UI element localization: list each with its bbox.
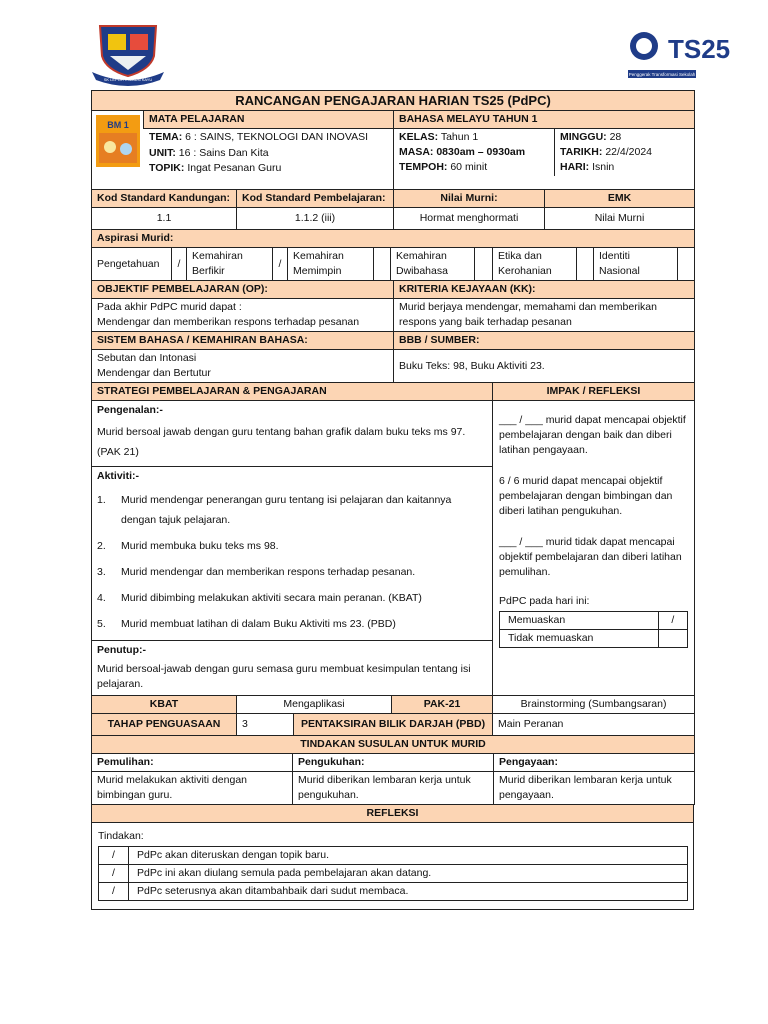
kbat-value: Mengaplikasi bbox=[237, 696, 392, 714]
sistem-line1: Sebutan dan Intonasi bbox=[97, 352, 197, 364]
objektif-table bbox=[91, 280, 695, 383]
pengukuhan-text: Murid diberikan lembaran kerja untuk pengukuhan. bbox=[293, 772, 494, 805]
strategi-title: STRATEGI PEMBELAJARAN & PENGAJARAN bbox=[92, 383, 493, 401]
aktiviti-item: 1. Murid mendengar penerangan guru tentang isi pelajaran dan kaitannya dengan tajuk pelajaran. bbox=[97, 494, 452, 526]
aktiviti-item: 2. Murid membuka buku teks ms 98. bbox=[97, 540, 279, 552]
kelas-label: KELAS: bbox=[399, 131, 439, 143]
lesson-plan-body bbox=[91, 90, 694, 910]
bbb-text: Buku Teks: 98, Buku Aktiviti 23. bbox=[394, 350, 695, 383]
aktiviti-item: 4. Murid dibimbing melakukan aktiviti secara main peranan. (KBAT) bbox=[97, 592, 422, 604]
aspirasi-etika: Etika dan Kerohanian bbox=[493, 248, 577, 281]
pak-value: Brainstorming (Sumbangsaran) bbox=[493, 696, 695, 714]
hari-label: HARI: bbox=[560, 161, 590, 173]
penutup-text: Murid bersoal-jawab dengan guru semasa guru membuat kesimpulan tentang isi pelajaran. bbox=[97, 663, 471, 690]
mata-pelajaran-header: MATA PELAJARAN bbox=[143, 111, 393, 129]
tahap-value: 3 bbox=[237, 714, 294, 736]
penutup-label: Penutup:- bbox=[97, 644, 146, 656]
refleksi-checklist bbox=[98, 846, 688, 901]
tindakan-title: TINDAKAN SUSULAN UNTUK MURID bbox=[92, 736, 695, 754]
hari-value: Isnin bbox=[592, 161, 615, 173]
topik-label-2: TOPIK: bbox=[149, 162, 185, 174]
nilai-murni-value: Hormat menghormati bbox=[394, 208, 545, 230]
pengayaan-label: Pengayaan: bbox=[494, 754, 695, 772]
memuaskan-label: Memuaskan bbox=[500, 612, 659, 630]
refleksi-mark: / bbox=[99, 883, 129, 901]
ksk-header: Kod Standard Kandungan: bbox=[92, 190, 237, 208]
subject-left-block bbox=[92, 111, 394, 190]
refleksi-item: PdPc ini akan diulang semula pada pembelajaran akan datang. bbox=[129, 865, 688, 883]
pengenalan-label: Pengenalan:- bbox=[97, 404, 163, 416]
ts25-logo bbox=[624, 22, 731, 86]
pengenalan-text: Murid bersoal jawab dengan guru tentang bahan grafik dalam buku teks ms 97. bbox=[97, 426, 466, 438]
pbd-label: PENTAKSIRAN BILIK DARJAH (PBD) bbox=[294, 714, 493, 736]
tempoh-value: 60 minit bbox=[450, 161, 488, 173]
tempoh-label: TEMPOH: bbox=[399, 161, 448, 173]
kelas-value: Tahun 1 bbox=[440, 131, 479, 143]
bbb-title: BBB / SUMBER: bbox=[394, 332, 695, 350]
tarikh-label: TARIKH: bbox=[560, 146, 603, 158]
refleksi-tindakan-label: Tindakan: bbox=[98, 830, 144, 842]
subject-value-header: BAHASA MELAYU TAHUN 1 bbox=[394, 111, 694, 129]
refleksi-item: PdPc seterusnya akan ditambahbaik dari sudut membaca. bbox=[129, 883, 688, 901]
pengayaan-text: Murid diberikan lembaran kerja untuk pengayaan. bbox=[494, 772, 695, 805]
nilai-murni-header: Nilai Murni: bbox=[394, 190, 545, 208]
crest-banner-text: SK LEPOH RIMBUN KAYU bbox=[103, 77, 153, 82]
tema-label-2: TEMA: bbox=[149, 131, 183, 143]
ts25-logo-text: TS25 bbox=[668, 34, 731, 64]
tidak-memuaskan-label: Tidak memuaskan bbox=[500, 630, 659, 648]
minggu-value: 28 bbox=[609, 131, 622, 143]
unit-value-2: 16 : Sains Dan Kita bbox=[178, 147, 269, 159]
kriteria-title: KRITERIA KEJAYAAN (KK): bbox=[394, 281, 695, 299]
emk-value: Nilai Murni bbox=[545, 208, 695, 230]
aspirasi-etika-mark bbox=[577, 248, 594, 281]
ksk-value: 1.1 bbox=[92, 208, 237, 230]
sistem-line2: Mendengar dan Bertutur bbox=[97, 367, 211, 379]
tahap-label: TAHAP PENGUASAAN bbox=[92, 714, 237, 736]
pengukuhan-label: Pengukuhan: bbox=[293, 754, 494, 772]
tidak-memuaskan-mark bbox=[658, 630, 687, 648]
aspirasi-dwibahasa-mark bbox=[475, 248, 493, 281]
topik-value-2: Ingat Pesanan Guru bbox=[187, 162, 282, 174]
objektif-title: OBJEKTIF PEMBELAJARAN (OP): bbox=[92, 281, 394, 299]
school-crest-logo bbox=[88, 22, 168, 84]
pak-label: PAK-21 bbox=[392, 696, 493, 714]
aspirasi-memimpin-mark bbox=[374, 248, 391, 281]
refleksi-item: PdPc akan diteruskan dengan topik baru. bbox=[129, 847, 688, 865]
main-grid bbox=[91, 90, 695, 190]
aspirasi-berfikir: Kemahiran Berfikir bbox=[187, 248, 273, 281]
aspirasi-memimpin: Kemahiran Memimpin bbox=[288, 248, 374, 281]
aktiviti-item: 3. Murid mendengar dan memberikan respons terhadap pesanan. bbox=[97, 566, 416, 578]
aspirasi-dwibahasa: Kemahiran Dwibahasa bbox=[391, 248, 475, 281]
aspirasi-title: Aspirasi Murid: bbox=[92, 230, 695, 248]
masa-label: MASA: bbox=[399, 146, 434, 158]
strategi-body bbox=[92, 401, 493, 696]
aspirasi-pengetahuan: Pengetahuan bbox=[92, 248, 172, 281]
ksp-header: Kod Standard Pembelajaran: bbox=[237, 190, 394, 208]
tindakan-table bbox=[91, 735, 695, 805]
objektif-line2: Mendengar dan memberikan respons terhadap pesanan bbox=[97, 316, 360, 328]
aspirasi-table bbox=[91, 229, 695, 281]
textbook-cover-title-2: BM 1 bbox=[107, 120, 129, 130]
refleksi-title: REFLEKSI bbox=[92, 805, 694, 823]
subject-right-block bbox=[394, 111, 695, 190]
emk-header: EMK bbox=[545, 190, 695, 208]
aktiviti-label: Aktiviti:- bbox=[97, 470, 139, 482]
kbat-label: KBAT bbox=[92, 696, 237, 714]
strategi-table bbox=[91, 382, 695, 696]
unit-label-2: UNIT: bbox=[149, 147, 176, 159]
pengenalan-pak: (PAK 21) bbox=[97, 446, 139, 458]
kbat-table bbox=[91, 695, 695, 736]
refleksi-table bbox=[91, 804, 694, 910]
impak-pengayaan: ___ / ___ murid dapat mencapai objektif pembelajaran dengan baik dan diberi latihan pengayaan. bbox=[499, 414, 686, 456]
tema-value-2: 6 : SAINS, TEKNOLOGI DAN INOVASI bbox=[185, 131, 368, 143]
minggu-label: MINGGU: bbox=[560, 131, 607, 143]
kriteria-text: Murid berjaya mendengar, memahami dan memberikan respons yang baik terhadap pesanan bbox=[394, 299, 695, 332]
textbook-cover-icon bbox=[96, 115, 140, 167]
sistem-title: SISTEM BAHASA / KEMAHIRAN BAHASA: bbox=[92, 332, 394, 350]
pdpc-rating-table bbox=[499, 611, 688, 648]
ts25-caption: Penggerak Transformasi Sekolah bbox=[628, 72, 696, 77]
aspirasi-berfikir-mark: / bbox=[273, 248, 288, 281]
aspirasi-identiti: Identiti Nasional bbox=[594, 248, 678, 281]
aspirasi-pengetahuan-mark: / bbox=[172, 248, 187, 281]
memuaskan-mark: / bbox=[658, 612, 687, 630]
refleksi-mark: / bbox=[99, 847, 129, 865]
aktiviti-item: 5. Murid membuat latihan di dalam Buku Aktiviti ms 23. (PBD) bbox=[97, 618, 396, 630]
standards-table bbox=[91, 189, 695, 230]
impak-pemulihan: ___ / ___ murid tidak dapat mencapai objektif pembelajaran dan diberi latihan pemulihan. bbox=[499, 536, 682, 578]
aspirasi-identiti-mark bbox=[678, 248, 695, 281]
impak-body bbox=[493, 401, 695, 696]
objektif-line1: Pada akhir PdPC murid dapat : bbox=[97, 301, 242, 313]
masa-value: 0830am – 0930am bbox=[436, 146, 526, 158]
page-title-row: RANCANGAN PENGAJARAN HARIAN TS25 (PdPC) bbox=[92, 91, 695, 111]
tarikh-value: 22/4/2024 bbox=[605, 146, 653, 158]
impak-title: IMPAK / REFLEKSI bbox=[493, 383, 695, 401]
pemulihan-text: Murid melakukan aktiviti dengan bimbingan guru. bbox=[92, 772, 293, 805]
ksp-value: 1.1.2 (iii) bbox=[237, 208, 394, 230]
pemulihan-label: Pemulihan: bbox=[92, 754, 293, 772]
aktiviti-list bbox=[97, 490, 487, 634]
impak-pengukuhan: 6 / 6 murid dapat mencapai objektif pembelajaran dengan bimbingan dan diberi latihan pengukuhan. bbox=[499, 475, 673, 517]
pbd-value: Main Peranan bbox=[493, 714, 695, 736]
refleksi-mark: / bbox=[99, 865, 129, 883]
pdpc-label: PdPC pada hari ini: bbox=[499, 595, 590, 607]
